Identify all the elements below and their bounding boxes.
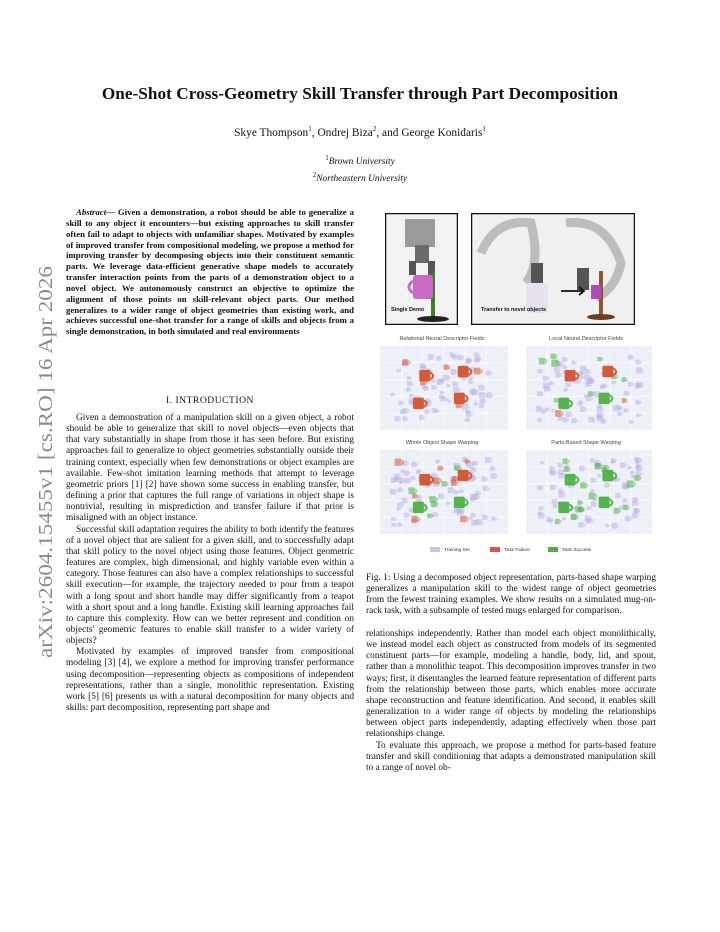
mug-marker <box>468 380 472 384</box>
mug-marker <box>537 485 543 490</box>
mug-marker <box>558 463 563 467</box>
mug-marker <box>588 391 594 396</box>
mug-marker <box>460 516 468 523</box>
mug-marker <box>433 478 441 485</box>
introduction-body <box>66 413 354 714</box>
mug-marker <box>474 402 478 406</box>
legend-swatch <box>430 547 440 552</box>
figure-1 <box>372 210 656 565</box>
mug-marker <box>565 370 579 382</box>
mug-marker <box>490 473 497 479</box>
mug-marker <box>615 493 621 498</box>
mug-marker <box>537 418 542 422</box>
mug-marker <box>550 354 557 360</box>
mug-marker <box>578 522 585 528</box>
mug-marker <box>589 493 597 500</box>
mug-marker <box>540 461 544 464</box>
mug-marker <box>465 418 470 422</box>
mug-marker <box>636 367 643 373</box>
mug-marker <box>558 489 564 494</box>
mug-marker <box>406 387 411 392</box>
mug-marker <box>399 401 405 406</box>
mug-marker <box>437 466 443 471</box>
mug-marker <box>537 369 542 374</box>
mug-marker <box>457 355 464 360</box>
mug-marker <box>558 473 564 478</box>
mug-marker <box>541 410 546 414</box>
mug-marker <box>558 502 572 514</box>
mug-marker <box>636 413 640 417</box>
mug-marker <box>468 376 473 380</box>
mug-marker <box>470 467 477 473</box>
mug-marker <box>624 408 629 412</box>
affiliation: Brown University <box>328 157 395 168</box>
mug-marker <box>628 382 633 387</box>
panel-title: Local Neural Descriptor Fields <box>549 336 623 342</box>
mug-marker <box>629 420 634 424</box>
mug-marker <box>580 365 586 370</box>
mug-marker <box>458 366 472 378</box>
mug-marker <box>617 412 622 416</box>
paragraph: To evaluate this approach, we propose a method for parts-based feature transfer and skill conditioning that adapts a demonstrated manipulation skill to a range of novel ob- <box>366 740 656 773</box>
affiliations: $^1$Brown University $^2$Northeastern University <box>312 154 408 184</box>
mug-marker <box>413 502 427 514</box>
section-heading: I. INTRODUCTION <box>166 395 254 406</box>
author-name: Skye Thompson <box>234 126 309 139</box>
mug-marker <box>409 394 413 398</box>
mug-marker <box>408 487 416 494</box>
mug-marker <box>591 378 595 381</box>
mug-marker <box>635 400 641 405</box>
mug-marker <box>543 383 550 389</box>
mug-marker <box>603 465 609 470</box>
mug-marker <box>602 366 616 378</box>
mug-marker <box>390 393 394 397</box>
mug-marker <box>628 355 634 360</box>
mug-marker <box>447 399 451 402</box>
mug-marker <box>577 500 582 504</box>
mug-marker <box>604 482 610 487</box>
mug-marker <box>448 487 455 493</box>
mug-marker <box>486 392 493 398</box>
mug-marker <box>554 398 559 402</box>
mug-marker <box>627 480 636 487</box>
mug-marker <box>537 391 543 396</box>
mug-marker <box>591 502 597 507</box>
abstract-text: — Given a demonstration, a robot should be able to generalize a skill to any object it encounters—but existing approaches to skill transfer often fail to adapt to objects with unfamiliar shapes. Motivated by examples of improved transfer from compositional modeling, we propose a method for improving transfer by decomposing objects into their constituent semantic parts. We leverage data-efficient generative shape models to accurately transfer interaction points from the parts of a demonstration object to a novel object. We autonomously construct an objective to optimize the alignment of those points on skill-relevant object parts. Our method generalizes to a wider range of object geometries than existing work, and achieves successful one-shot transfer for a range of skills and objects from a single demonstration, in both simulated and real environments <box>66 207 354 337</box>
mug-marker <box>391 517 396 521</box>
mug-marker <box>444 365 450 370</box>
mug-marker <box>411 462 417 467</box>
scatter-panel <box>526 450 652 534</box>
mug-marker <box>483 486 489 491</box>
mug-marker <box>543 376 549 381</box>
mug-marker <box>407 381 413 386</box>
mug-marker <box>623 505 629 510</box>
mug-marker <box>397 369 401 372</box>
mug-marker <box>428 354 435 360</box>
mug-marker <box>475 356 481 361</box>
abstract-label: Abstract <box>76 207 107 217</box>
mug-marker <box>423 386 429 391</box>
mug-marker <box>396 507 400 511</box>
mug-marker <box>402 359 410 366</box>
mug-marker <box>419 415 424 420</box>
mug-marker <box>549 381 554 385</box>
mug-marker <box>565 412 571 417</box>
mug-marker <box>452 382 458 387</box>
paragraph: Successful skill adaptation requires the ability to both identify the features of a novel object that are salient for a given skill, and to successfully adapt that skill policy to the novel object using those features. Object geometric features are complex, high dimensional, and highly variable even within a category. Those features can also have a complex relationships to successful skill execution—for example, the trajectory needed to pour from a teapot with a long spout and short handle may differ significantly from a teapot with a short spout and a long handle. Existing skill learning approaches fail to capture this complexity. How can we better represent and condition on objects' geometric features to enable skill transfer to a wider variety of objects? <box>66 524 354 647</box>
mug-marker <box>589 458 594 462</box>
mug-marker <box>398 487 404 492</box>
mug-marker <box>636 382 643 388</box>
mug-marker <box>556 372 562 377</box>
svg-text:Transfer to novel objects: Transfer to novel objects <box>481 307 547 313</box>
mug-marker <box>480 398 487 403</box>
single-demo-photo <box>385 213 458 325</box>
mug-marker <box>624 391 630 396</box>
mug-marker <box>395 458 404 465</box>
panel-title: Parts-Based Shape Warping <box>551 440 621 446</box>
mug-marker <box>580 482 587 488</box>
mug-marker <box>562 517 566 520</box>
mug-marker <box>466 411 473 417</box>
arxiv-stamp-text: arXiv:2604.15455v1 [cs.RO] 16 Apr 2026 <box>36 327 57 658</box>
mug-marker <box>469 517 473 520</box>
mug-marker <box>479 404 484 408</box>
mug-marker <box>562 357 568 362</box>
mug-marker <box>446 501 450 504</box>
mug-marker <box>597 406 604 412</box>
mug-marker <box>407 376 412 380</box>
panel-title: Whole Object Shape Warping <box>405 440 479 446</box>
mug-marker <box>602 470 616 482</box>
legend-item: Task Failure <box>490 547 530 553</box>
legend-swatch <box>548 547 558 552</box>
mug-marker <box>431 385 436 389</box>
mug-marker <box>402 416 407 420</box>
mug-marker <box>587 506 592 510</box>
mug-marker <box>550 470 557 476</box>
paragraph: relationships independently. Rather than model each object monolithically, we instead model each object as constructed from models of its segmented constituent parts—for example, modeling a handle, body, lid, and spout, rather than a monolithic teapot. This decomposition improves transfer in two ways; first, it disentangles the learned feature representation of different parts from the relationship between those parts, which enables more accurate shape reconstruction and feature identification. And second, it enables skill generalization to a wider range of objects by modeling the relationships between object parts independently, adapting effectively when those part relationships change. <box>366 629 656 740</box>
mug-marker <box>491 516 496 520</box>
mug-marker <box>597 357 602 361</box>
mug-marker <box>395 416 401 421</box>
affiliation: Northeastern University <box>316 173 408 184</box>
mug-marker <box>462 404 469 410</box>
mug-marker <box>549 519 553 522</box>
mug-marker <box>446 384 450 387</box>
mug-marker <box>485 457 492 463</box>
mug-marker <box>550 466 555 470</box>
mug-marker <box>453 387 460 393</box>
mug-marker <box>539 506 544 510</box>
abstract <box>66 207 354 337</box>
mug-marker <box>563 366 567 370</box>
mug-marker <box>476 519 483 525</box>
svg-text:Single Demo: Single Demo <box>391 307 425 313</box>
mug-marker <box>440 391 444 394</box>
author-name: Ondrej Biza <box>317 126 373 139</box>
mug-marker <box>390 489 397 495</box>
scatter-panel <box>526 346 652 430</box>
mug-marker <box>630 471 634 475</box>
author-name: George Konidaris <box>401 126 483 139</box>
mug-marker <box>554 367 560 372</box>
mug-marker <box>552 499 559 505</box>
mug-marker <box>602 384 608 389</box>
mug-marker <box>431 501 438 507</box>
mug-marker <box>458 508 465 514</box>
mug-marker <box>454 490 459 494</box>
mug-marker <box>486 371 492 376</box>
mug-marker <box>635 359 641 364</box>
arxiv-side-stamp <box>24 265 64 660</box>
mug-marker <box>435 459 440 463</box>
mug-marker <box>597 474 601 477</box>
paper-title: One-Shot Cross-Geometry Skill Transfer through Part Decomposition <box>101 84 619 103</box>
legend-item: Training Set <box>430 547 470 553</box>
mug-marker <box>555 519 561 524</box>
mug-marker <box>479 392 486 398</box>
mug-marker <box>599 497 613 509</box>
mug-marker <box>424 409 429 413</box>
panel-title: Relational Neural Descriptor Fields <box>399 336 485 342</box>
transfer-photo <box>471 213 635 325</box>
mug-marker <box>588 417 595 423</box>
mug-marker <box>565 382 571 387</box>
mug-marker <box>564 388 568 392</box>
mug-marker <box>622 398 627 402</box>
mug-marker <box>605 524 609 528</box>
mug-marker <box>392 523 397 527</box>
mug-marker <box>471 389 478 395</box>
mug-marker <box>427 513 433 518</box>
mug-marker <box>443 375 450 381</box>
mug-marker <box>553 504 558 508</box>
mug-marker <box>474 368 482 375</box>
mug-marker <box>411 516 419 523</box>
mug-marker <box>405 478 412 484</box>
mug-marker <box>571 418 577 423</box>
mug-marker <box>551 409 555 412</box>
scatter-panel <box>380 346 508 430</box>
mug-marker <box>412 494 418 499</box>
scatter-panel <box>380 450 508 534</box>
mug-marker <box>612 381 617 385</box>
legend-swatch <box>490 547 500 552</box>
mug-marker <box>611 523 618 529</box>
mug-marker <box>436 356 441 360</box>
mug-marker <box>590 489 594 493</box>
mug-marker <box>404 513 410 518</box>
mug-marker <box>539 358 547 365</box>
mug-marker <box>591 478 597 483</box>
right-column-body <box>366 629 656 774</box>
mug-marker <box>451 369 458 375</box>
mug-marker <box>599 393 613 405</box>
mug-marker <box>620 463 627 469</box>
mug-marker <box>417 470 421 473</box>
mug-marker <box>459 489 463 492</box>
author-list: Skye Thompson$^1$, Ondrej Biza$^2$, and George Konidaris$^1$ <box>234 125 486 139</box>
mug-marker <box>490 466 495 470</box>
figure-caption: Fig. 1: Using a decomposed object representation, parts-based shape warping generalizes a manipulation skill to the widest range of object geometries from the fewest training examples. We show results on a simulated mug-on-rack task, with a subsample of tested mugs enlarged for comparison. <box>366 573 656 617</box>
paragraph: Given a demonstration of a manipulation skill on a given object, a robot should be able to generalize that skill to novel objects—even objects that that vary substantially in shape from those it has seen before. But existing approaches fail to generalize to object geometries substantially outside their training context, especially when few demonstrations or object examples are available. Few-shot imitation learning methods that attempt to leverage geometric priors [1] [2] have shown some success in enabling transfer, but defining a prior that captures the full range of variations in object shape is nontrivial, resulting in misprediction and transfer failure if that prior is misaligned with an object instance. <box>66 413 354 524</box>
mug-marker <box>550 485 556 490</box>
paragraph: Motivated by examples of improved transfer from compositional modeling [3] [4], we explore a method for improving transfer performance using decomposition—representing objects as compositions of independent representations, rather than a single, monolithic representation. Existing work [5] [6] presents us with a natural decomposition for many objects and skills: part decomposition, representing part shape and <box>66 647 354 714</box>
mug-marker <box>565 474 579 486</box>
mug-marker <box>558 398 572 410</box>
mug-marker <box>411 476 416 480</box>
mug-marker <box>579 466 586 472</box>
mug-marker <box>478 385 485 391</box>
legend-item: Task Success <box>548 547 591 553</box>
mug-marker <box>580 406 587 412</box>
